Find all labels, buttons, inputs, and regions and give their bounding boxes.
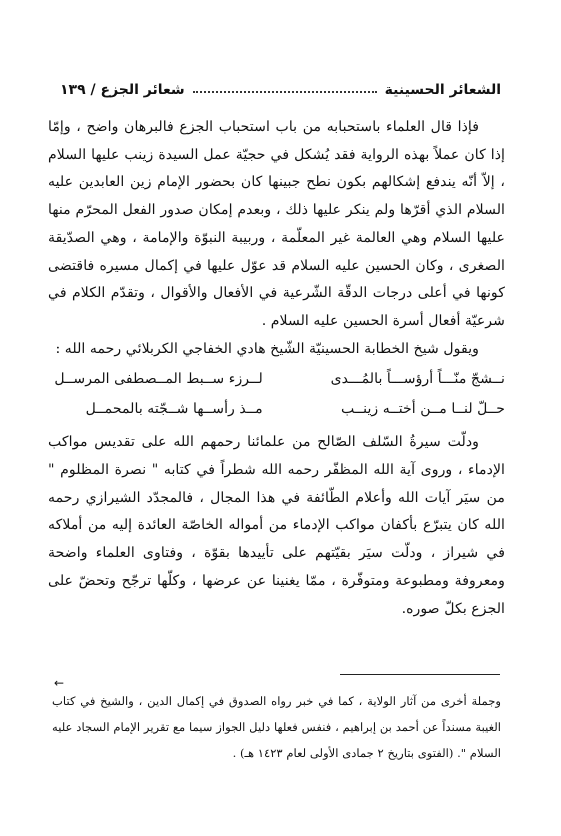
paragraph-1: فإذا قال العلماء باستحبابه من باب استحباب الجزع فالبرهان واضح ، وإمّا إذا كان عملاً بهذه الرواية فقد يُشكل في حجيّة عمل السيدة زينب عليها السلام ، إلاّ أنّه يندفع إشكالهم بكون نطح جبينها كان بحضور الإمام زين العابدين عليه السلام الذي أقرّها ولم ينكر عليها ذلك ، وبعدم إمكان صدور الفعل المحرّم منها عليها السلام وهي العالمة غير المعلّمة ، وربيبة النبوّة والإمامة ، وهي الصدّيقة الصغرى ، وكان الحسين عليه السلام قد عوّل عليها في إكمال مسيره فاقتضى كونها في أعلى درجات الدقّة الشّرعية في الأفعال والأقوال ، وتقدّم الكلام في شرعيّة أفعال أسرة الحسين عليه السلام . (48, 119, 505, 329)
header-dotted-leader (193, 90, 377, 93)
poem-line-1-first-hemistich: نــشجّ منّـــاً أرؤســـاً بالمُـــدى (330, 371, 505, 388)
poem (48, 365, 505, 425)
footnote-continuation-arrow: ← (54, 676, 65, 690)
paragraph-3: ودلّت سيرةُ السّلف الصّالح من علمائنا رحمهم الله على تقديس مواكب الإدماء ، وروى آية الله المظفّر رحمه الله شطراً في كتابه " نصرة المظلوم " من سيَر آيات الله وأعلام الطّائفة في هذا المجال ، فالمجدّد الشيرازي رحمه الله كان يتبرّع بأكفان مواكب الإدماء من أمواله الخاصّة العائدة إليه من أملاكه في شيراز ، ودلّت سيَر بقيّتهم على تأييدها بقوّة ، وفتاوى العلماء واضحة ومعروفة ومطبوعة ومتوفّرة ، ممّا يغنينا عن عرضها ، وكلّها ترجّح وتحضّ على الجزع بكلّ صوره. (48, 434, 505, 617)
poem-line-2-first-hemistich: حــلّ لنــا مــن أختــه زينــب (340, 401, 505, 418)
footnote (52, 688, 501, 766)
running-header (60, 74, 501, 98)
footnote-separator (340, 674, 500, 675)
poem-line-1-second-hemistich: لــرزء ســبط المــصطفى المرســل (54, 371, 263, 388)
paragraph-2: ويقول شيخ الخطابة الحسينيّة الشّيخ هادي الخفاجي الكربلائي رحمه الله : (55, 340, 479, 357)
poem-line-2-second-hemistich: مــذ رأســها شــجّته بالمحمــل (85, 401, 263, 418)
main-text (48, 114, 505, 623)
book-title: الشعائر الحسينية (384, 82, 501, 98)
chapter-page-number: شعائر الجزع / ١٣٩ (60, 82, 185, 98)
footnote-text: وجملة أخرى من آثار الولاية ، كما في خبر رواه الصدوق في إكمال الدين ، والشيخ في كتاب الغيبة مسنداً عن أحمد بن إبراهيم ، فنفس فعلها دليل الجواز سيما مع تقرير الإمام السجاد عليه السلام ". (الفتوى بتاريخ ٢ جمادى الأولى لعام ١٤٢٣ هـ) . (52, 694, 501, 760)
poem-line-1 (48, 365, 505, 395)
poem-line-2 (48, 395, 505, 425)
